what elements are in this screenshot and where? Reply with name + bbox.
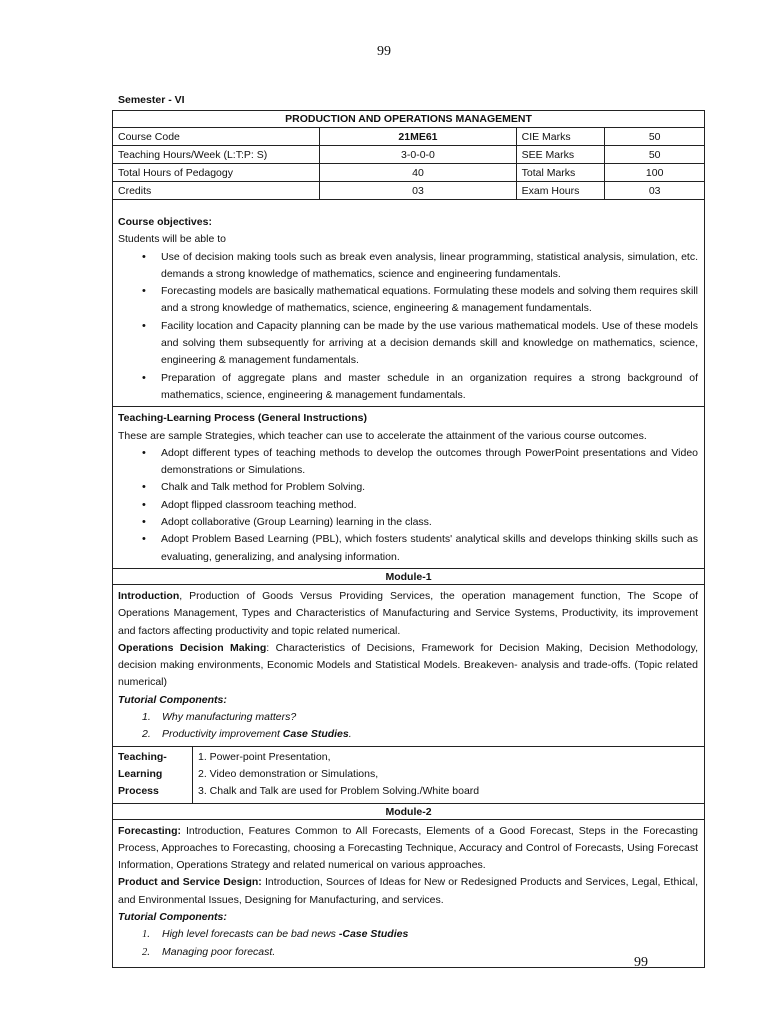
list-item: • Forecasting models are basically mathematical equations. Formulating these models and solving them requires skill and a strong knowledge of mathematics, science, engineering & management fundamentals. [118, 283, 698, 318]
tlp-label-line: Process [118, 785, 159, 798]
tutorial-number: 2. [142, 728, 151, 741]
list-item: • Chalk and Talk method for Problem Solving. [118, 479, 698, 496]
teaching-heading: Teaching-Learning Process (General Instructions) [118, 412, 367, 425]
info-value: 100 [604, 164, 704, 181]
tutorial-item [118, 709, 698, 726]
module-2-heading: Module-2 [113, 803, 704, 819]
tutorial-number: 1. [142, 711, 151, 724]
tutorial-text: . [348, 728, 352, 741]
info-value: 03 [319, 182, 515, 199]
module-1-paragraph [118, 640, 698, 692]
tlp-content [193, 747, 484, 803]
objectives-heading: Course objectives: [118, 216, 212, 228]
tutorial-text: Managing poor forecast. [162, 945, 276, 958]
tutorial-item [118, 926, 698, 943]
course-objectives-section [113, 199, 704, 406]
teaching-list [118, 445, 698, 566]
tutorial-heading: Tutorial Components: [118, 693, 227, 706]
info-value: 03 [604, 182, 704, 199]
topic-text: Introduction, Features Common to All Forecasts, Elements of a Good Forecast, Steps in the Forecasting Process, Approaches to Forecasting, choosing a Forecasting Technique, Accuracy and Control of Forecasts, Using Forecast Information, Operations Strategy and related numerical on various approaches. [118, 824, 698, 872]
topic-title: Product and Service Design: [118, 876, 262, 889]
info-value: 40 [319, 164, 515, 181]
objectives-intro: Students will be able to [118, 233, 226, 246]
page-number-bottom: 99 [634, 955, 648, 970]
topic-text: , Production of Goods Versus Providing Services, the operation management function, The Scope of Operations Management, Types and Characteristics of Manufacturing and Service Systems, Productivity, its improvement and factors affecting productivity and topic related numerical. [118, 589, 698, 637]
module-1-content [113, 584, 704, 746]
tlp-label [113, 747, 193, 803]
tutorial-text-bold: -Case Studies [338, 928, 409, 941]
info-row-total-hours [113, 163, 704, 181]
info-row-credits [113, 181, 704, 199]
list-item: • Facility location and Capacity planning can be made by the use various mathematical models. Use of these models and solving them subsequently for arriving at a decision demands skill and knowledge on mathematics, science, engineering & management fundamentals. [118, 318, 698, 370]
tlp-label-line: Learning [118, 767, 163, 780]
info-row-course-code [113, 127, 704, 145]
teaching-intro: These are sample Strategies, which teacher can use to accelerate the attainment of the various course outcomes. [118, 429, 647, 442]
info-label: Teaching Hours/Week (L:T:P: S) [118, 149, 268, 161]
topic-title: Forecasting: [118, 824, 182, 837]
tutorial-item [118, 726, 698, 743]
module-2-paragraph [118, 874, 698, 909]
module-2-paragraph [118, 823, 698, 875]
tlp-item: 3. Chalk and Talk are used for Problem Solving./White board [198, 785, 480, 798]
module-2-content [113, 819, 704, 967]
tlp-item: 1. Power-point Presentation, [198, 750, 331, 763]
topic-text: Introduction, Sources of Ideas for New or Redesigned Products and Services, Legal, Ethical, and Environmental Issues, Designing for Manufacturing, and services. [118, 876, 698, 906]
module-1-paragraph [118, 588, 698, 640]
list-item: • Adopt different types of teaching methods to develop the outcomes through PowerPoint presentations and Video demonstrations or Simulations. [118, 445, 698, 480]
info-label: Total Marks [516, 164, 605, 181]
tlp-item: 2. Video demonstration or Simulations, [198, 767, 379, 780]
page-number-top: 99 [377, 44, 391, 59]
info-value: 50 [604, 128, 704, 145]
info-label: Course Code [118, 131, 180, 143]
teaching-learning-section [113, 406, 704, 568]
info-label: CIE Marks [516, 128, 605, 145]
topic-text: : Characteristics of Decisions, Framework for Decision Making, Decision Methodology, decision making environments, Economic Models and Statistical Models. Breakeven- analysis and trade-offs. (Topic related numerical) [118, 641, 698, 689]
course-title: PRODUCTION AND OPERATIONS MANAGEMENT [285, 113, 532, 125]
list-item: • Adopt collaborative (Group Learning) learning in the class. [118, 514, 698, 531]
topic-title: Introduction [118, 589, 180, 602]
tutorial-heading: Tutorial Components: [118, 910, 227, 923]
tutorial-text: Why manufacturing matters? [162, 711, 297, 724]
info-value: 21ME61 [319, 128, 515, 145]
syllabus-table [112, 110, 705, 968]
info-row-teaching-hours [113, 145, 704, 163]
list-item: • Adopt flipped classroom teaching method. [118, 497, 698, 514]
list-item: • Preparation of aggregate plans and master schedule in an organization requires a strong background of mathematics, science, engineering & management fundamentals. [118, 370, 698, 405]
module-1-teaching-process [113, 746, 704, 803]
module-1-heading: Module-1 [113, 568, 704, 584]
tutorial-number: 2. [142, 946, 150, 958]
tutorial-text: Productivity improvement [162, 728, 283, 741]
topic-title: Operations Decision Making [118, 641, 267, 654]
info-label: SEE Marks [516, 146, 605, 163]
info-value: 3-0-0-0 [319, 146, 515, 163]
objectives-list [118, 249, 698, 405]
tutorial-number: 1. [142, 929, 150, 941]
list-item: • Adopt Problem Based Learning (PBL), which fosters students' analytical skills and develops thinking skills such as evaluating, generalizing, and analysing information. [118, 531, 698, 566]
tutorial-item [118, 944, 698, 961]
tutorial-text-bold: Case Studies [282, 728, 349, 741]
list-item: • Use of decision making tools such as break even analysis, linear programming, statistical analysis, simulation, etc. demands a strong knowledge of mathematics, science and engineering fundamentals. [118, 249, 698, 284]
tutorial-text: High level forecasts can be bad news [162, 928, 339, 941]
tlp-label-line: Teaching- [118, 750, 167, 763]
info-label: Credits [118, 185, 152, 197]
info-label: Total Hours of Pedagogy [118, 167, 233, 179]
semester-label: Semester - VI [118, 94, 185, 106]
info-label: Exam Hours [516, 182, 605, 199]
info-value: 50 [604, 146, 704, 163]
